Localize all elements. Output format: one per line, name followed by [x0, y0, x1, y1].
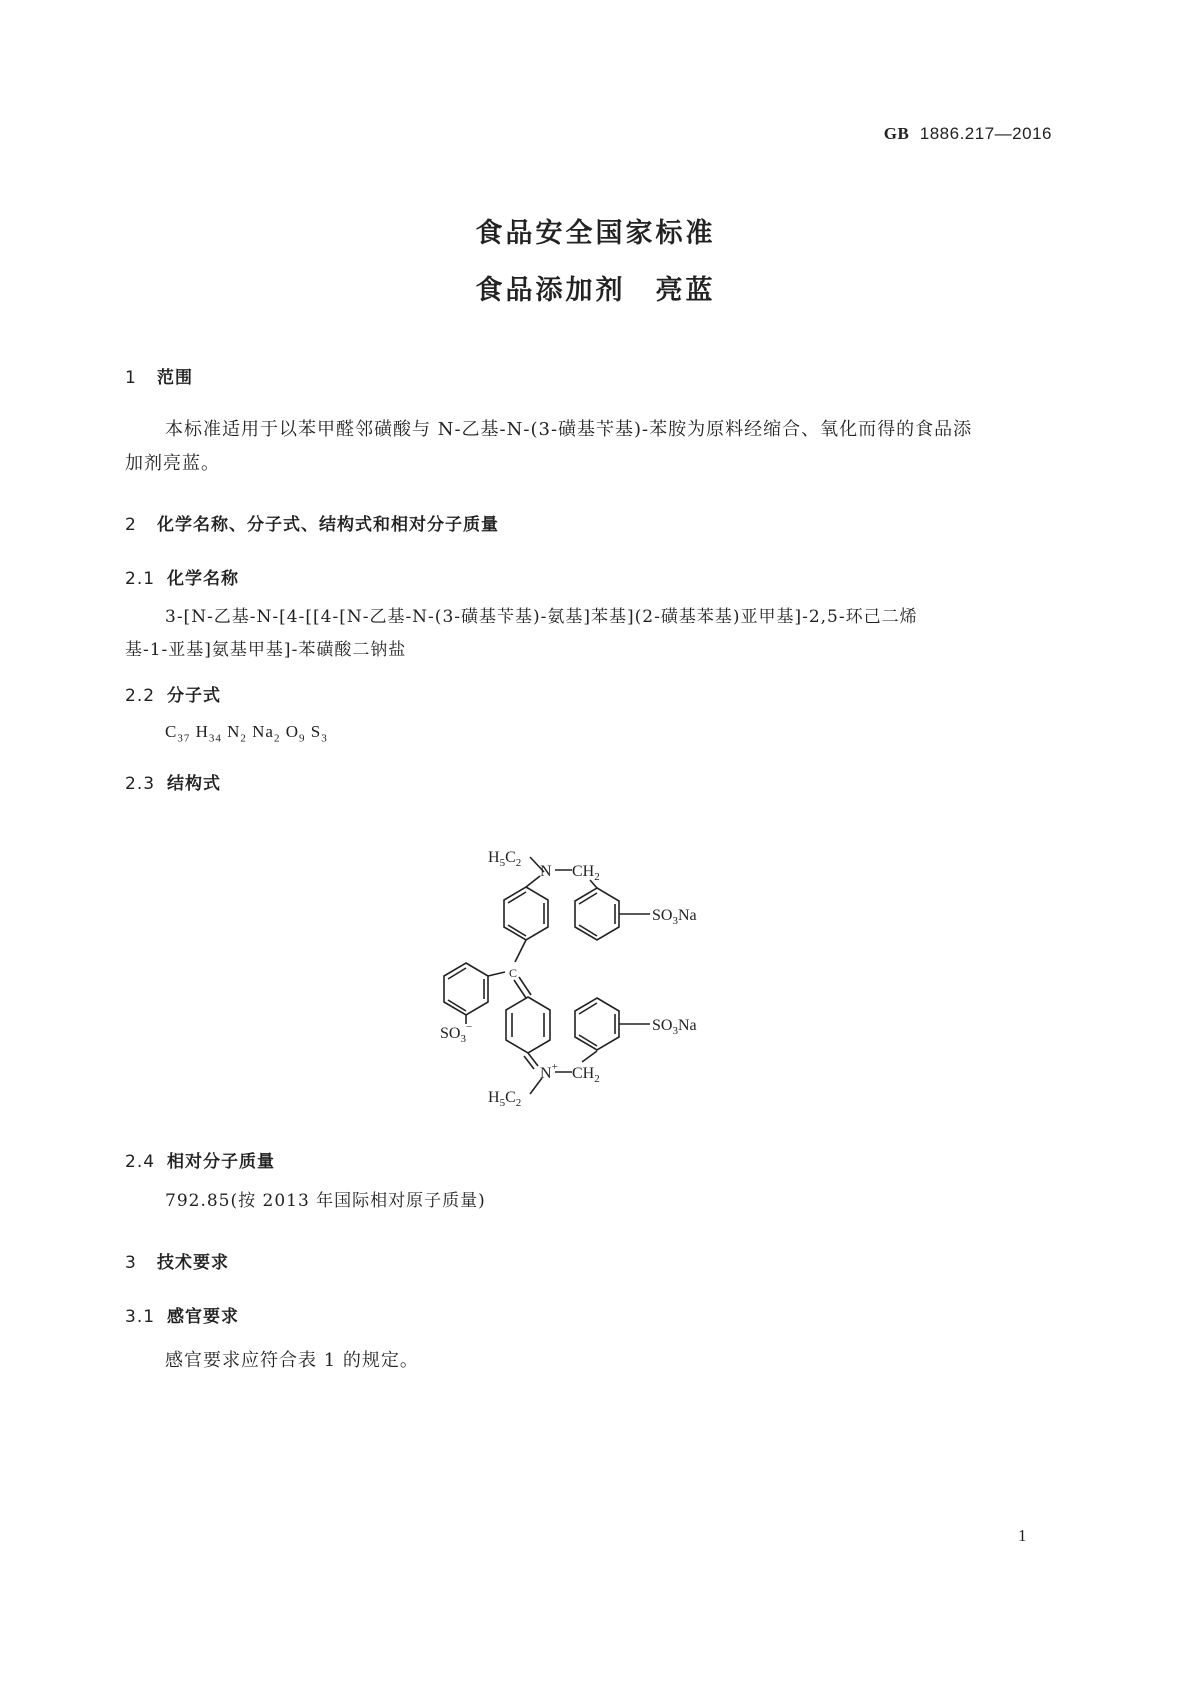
- label-n-top: N: [540, 863, 552, 880]
- chemical-name-line2: 基-1-亚基]氨基甲基]-苯磺酸二钠盐: [125, 640, 407, 660]
- section-3-1-heading: [125, 1302, 239, 1327]
- label-so3na-top: $SO_3Na$: [652, 907, 697, 927]
- benzene-ring-left: [444, 963, 488, 1015]
- section-number: 2.2: [125, 686, 156, 706]
- formula-element: Na: [252, 722, 274, 741]
- benzene-ring-top-left: [504, 887, 548, 940]
- section-1-body-line1: 本标准适用于以苯甲醛邻磺酸与 N-乙基-N-(3-磺基苄基)-苯胺为原料经缩合、氧化而得的食品添: [165, 419, 973, 440]
- section-1-body-line2: 加剂亮蓝。: [125, 453, 220, 474]
- section-number: 2: [125, 515, 137, 535]
- section-title: 技术要求: [157, 1253, 229, 1273]
- document-title: 食品安全国家标准: [475, 218, 716, 249]
- section-number: 1: [125, 368, 137, 388]
- formula-count: 2: [273, 732, 281, 745]
- section-title: 感官要求: [167, 1307, 239, 1327]
- section-title: 相对分子质量: [167, 1152, 275, 1172]
- benzene-ring-top-right: [575, 888, 619, 940]
- formula-element: O: [285, 722, 300, 741]
- section-number: 2.3: [125, 774, 156, 794]
- formula-count: 2: [240, 732, 247, 745]
- section-number: 2.1: [125, 569, 156, 589]
- label-so3-minus: $SO_3^-$: [440, 1021, 473, 1045]
- formula-count: 37: [177, 732, 191, 745]
- label-ch2-top: $CH_2$: [572, 863, 600, 883]
- label-h5c2-bottom: $H_5C_2$: [488, 1089, 522, 1109]
- formula-element: S: [310, 722, 322, 741]
- section-title: 分子式: [167, 686, 221, 706]
- label-so3na-bottom: $SO_3Na$: [652, 1017, 697, 1037]
- standard-number: 1886.217—2016: [919, 124, 1052, 143]
- formula-element: H: [195, 722, 209, 741]
- section-number: 3.1: [125, 1307, 156, 1327]
- section-title: 结构式: [167, 774, 221, 794]
- standard-prefix: GB: [883, 124, 910, 143]
- document-subtitle: 食品添加剂 亮蓝: [475, 275, 716, 306]
- page-number: 1: [1018, 1526, 1027, 1545]
- chemical-name-line1: 3-[N-乙基-N-[4-[[4-[N-乙基-N-(3-磺基苄基)-氨基]苯基](2-磺基苯基)亚甲基]-2,5-环己二烯: [165, 607, 918, 627]
- section-title: 化学名称: [167, 569, 239, 589]
- sensory-requirement-text: 感官要求应符合表 1 的规定。: [165, 1350, 419, 1371]
- section-number: 2.4: [125, 1152, 156, 1172]
- formula-count: 3: [321, 732, 328, 745]
- label-n-plus: N+: [540, 1061, 558, 1082]
- benzene-ring-bottom-right: [575, 998, 619, 1050]
- section-3-heading: [125, 1248, 229, 1273]
- formula-count: 9: [299, 732, 306, 745]
- label-c-center: C: [509, 966, 518, 980]
- molecular-weight: 792.85(按 2013 年国际相对原子质量): [165, 1191, 486, 1211]
- section-title: 范围: [157, 368, 193, 388]
- section-2-4-heading: [125, 1147, 275, 1172]
- formula-element: C: [165, 722, 178, 741]
- section-number: 3: [125, 1253, 137, 1273]
- label-h5c2-top: $H_5C_2$: [488, 849, 522, 869]
- formula-count: 34: [208, 732, 222, 745]
- formula-element: N: [227, 722, 241, 741]
- label-ch2-bottom: $CH_2$: [572, 1065, 600, 1085]
- section-title: 化学名称、分子式、结构式和相对分子质量: [157, 515, 499, 535]
